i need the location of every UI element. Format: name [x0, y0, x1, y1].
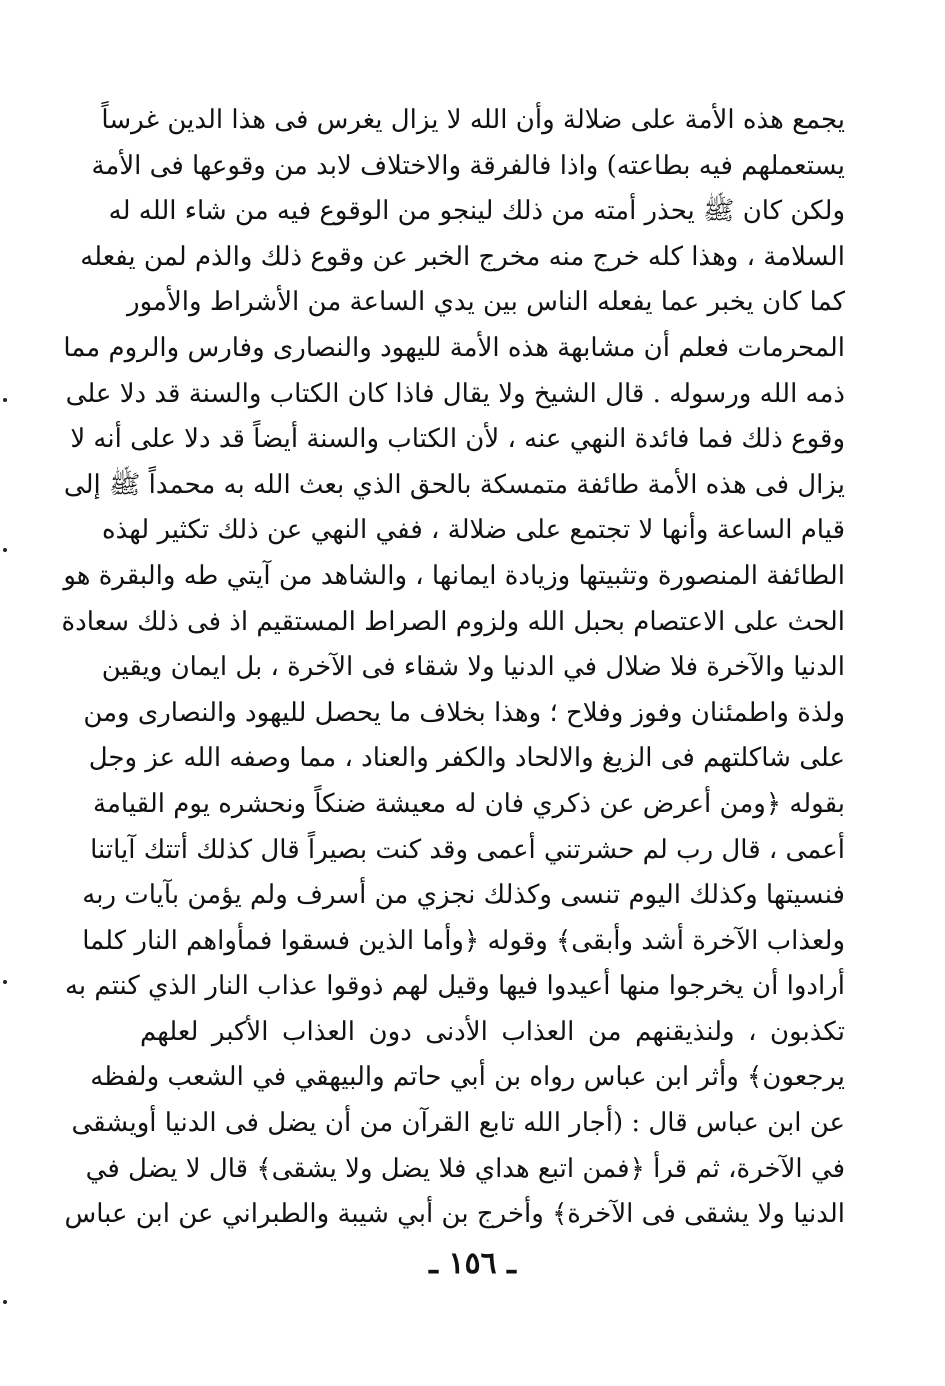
text-line: الدنيا والآخرة فلا ضلال في الدنيا ولا شقاء فى الآخرة ، بل ايمان ويقين — [101, 652, 845, 683]
text-line: تكذبون ، ولنذيقنهم من العذاب الأدنى دون العذاب الأكبر لعلهم — [140, 1016, 845, 1047]
text-line: كما كان يخبر عما يفعله الناس بين يدي الساعة من الأشراط والأمور — [127, 287, 845, 318]
text-line: بقوله ﴿ومن أعرض عن ذكري فان له معيشة ضنكاً ونحشره يوم القيامة — [93, 788, 845, 819]
text-line: عن ابن عباس قال : (أجار الله تابع القرآن من أن يضل فى الدنيا أويشقى — [71, 1108, 845, 1139]
text-line: يستعملهم فيه بطاعته) واذا فالفرقة والاختلاف لابد من وقوعها فى الأمة — [91, 150, 845, 181]
text-line: فنسيتها وكذلك اليوم تنسى وكذلك نجزي من أسرف ولم يؤمن بآيات ربه — [82, 880, 845, 911]
text-line: أرادوا أن يخرجوا منها أعيدوا فيها وقيل لهم ذوقوا عذاب النار الذي كنتم به — [64, 971, 845, 1002]
text-line: السلامة ، وهذا كله خرج منه مخرج الخبر عن وقوع ذلك والذم لمن يفعله — [80, 241, 845, 272]
text-line: وقوع ذلك فما فائدة النهي عنه ، لأن الكتاب والسنة أيضاً قد دلا على أنه لا — [70, 424, 845, 455]
text-line: المحرمات فعلم أن مشابهة هذه الأمة لليهود والنصارى وفارس والروم مما — [63, 332, 845, 363]
text-line: يرجعون﴾ وأثر ابن عباس رواه بن أبي حاتم والبيهقي في الشعب ولفظه — [90, 1062, 845, 1093]
text-line: الطائفة المنصورة وتثبيتها وزيادة ايمانها ، والشاهد من آيتي طه والبقرة هو — [63, 560, 845, 591]
text-line: في الآخرة، ثم قرأ ﴿فمن اتبع هداي فلا يضل ولا يشقى﴾ قال لا يضل في — [85, 1153, 845, 1184]
scan-speck — [3, 980, 7, 984]
text-line: ولذة واطمئنان وفوز وفلاح ؛ وهذا بخلاف ما يحصل لليهود والنصارى ومن — [83, 697, 845, 728]
text-line: ولكن كان ﷺ يحذر أمته من ذلك لينجو من الوقوع فيه من شاء الله له — [108, 196, 845, 227]
text-line: ذمه الله ورسوله . قال الشيخ ولا يقال فاذا كان الكتاب والسنة قد دلا على — [65, 378, 845, 409]
text-line: قيام الساعة وأنها لا تجتمع على ضلالة ، ففي النهي عن ذلك تكثير لهذه — [102, 515, 845, 546]
text-line: ولعذاب الآخرة أشد وأبقى﴾ وقوله ﴿وأما الذين فسقوا فمأواهم النار كلما — [82, 925, 845, 956]
text-line: يجمع هذه الأمة على ضلالة وأن الله لا يزال يغرس فى هذا الدين غرساً — [101, 105, 845, 135]
text-line: الدنيا ولا يشقى فى الآخرة﴾ وأخرج بن أبي شيبة والطبراني عن ابن عباس — [64, 1199, 845, 1230]
body-text — [61, 98, 845, 1238]
text-line: يزال فى هذه الأمة طائفة متمسكة بالحق الذي بعث الله به محمداً ﷺ إلى — [63, 469, 845, 500]
text-line: على شاكلتهم فى الزيغ والالحاد والكفر والعناد ، مما وصفه الله عز وجل — [88, 743, 845, 774]
scan-speck — [3, 398, 7, 402]
scan-speck — [3, 548, 7, 552]
text-line: الحث على الاعتصام بحبل الله ولزوم الصراط المستقيم اذ فى ذلك سعادة — [61, 606, 845, 637]
text-line: أعمى ، قال رب لم حشرتني أعمى وقد كنت بصيراً قال كذلك أتتك آياتنا — [90, 834, 845, 865]
page-number: ـ ١٥٦ ـ — [429, 1246, 516, 1281]
scan-speck — [3, 1300, 7, 1304]
